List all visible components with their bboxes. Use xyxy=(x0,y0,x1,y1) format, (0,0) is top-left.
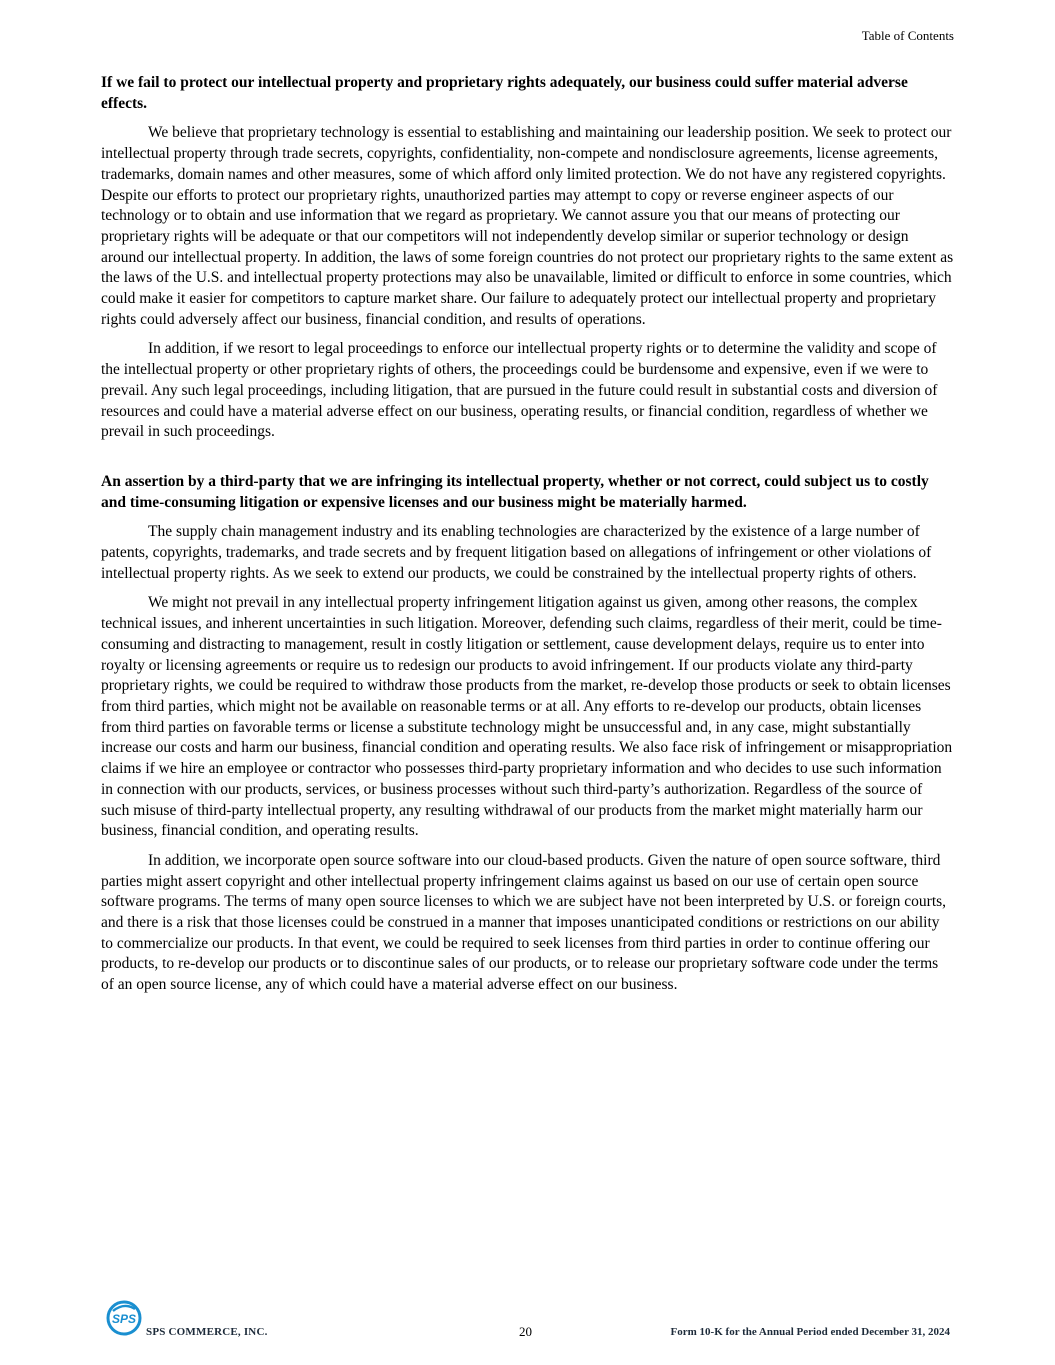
risk-section-ip-protection xyxy=(101,73,954,443)
form-title: Form 10-K for the Annual Period ended December 31, 2024 xyxy=(670,1326,950,1338)
paragraph: We believe that proprietary technology is essential to establishing and maintaining our leadership position. We seek to protect our intellectual property through trade secrets, copyrights, confidentiality, non-compete and nondisclosure agreements, license agreements, trademarks, domain names and other measures, some of which afford only limited protection. We do not have any registered copyrights. Despite our efforts to protect our proprietary rights, unauthorized parties may attempt to copy or reverse engineer aspects of our technology or to obtain and use information that we regard as proprietary. We cannot assure you that our means of protecting our proprietary rights will be adequate or that our competitors will not independently develop similar or superior technology or design around our intellectual property. In addition, the laws of some foreign countries do not protect our proprietary rights to the same extent as the laws of the U.S. and intellectual property protections may also be unavailable, limited or difficult to enforce in some countries, which could make it easier for competitors to capture market share. Our failure to adequately protect our intellectual property and proprietary rights could adversely affect our business, financial condition, and results of operations. xyxy=(101,124,954,328)
section-heading: If we fail to protect our intellectual property and proprietary rights adequately, our business could suffer material adverse effects. xyxy=(101,74,908,112)
sps-commerce-logo-icon xyxy=(105,1299,143,1337)
page-footer xyxy=(0,1298,1055,1343)
document-body xyxy=(101,73,954,1005)
paragraph: The supply chain management industry and its enabling technologies are characterized by the existence of a large number of patents, copyrights, trademarks, and trade secrets and by frequent litigation based on allegations of infringement or other violations of intellectual property rights. As we seek to extend our products, we could be constrained by the intellectual property rights of others. xyxy=(101,523,932,582)
paragraph: In addition, if we resort to legal proceedings to enforce our intellectual property rights or to determine the validity and scope of the intellectual property or other proprietary rights of others, the proceedings could be burdensome and expensive, even if we were to prevail. Any such legal proceedings, including litigation, that are pursued in the future could result in substantial costs and diversion of resources and could have a material adverse effect on our business, operating results, or financial condition, regardless of whether we prevail in such proceedings. xyxy=(101,340,938,441)
page-number: 20 xyxy=(519,1324,532,1339)
section-spacer xyxy=(101,452,954,472)
table-of-contents-link[interactable]: Table of Contents xyxy=(861,28,954,43)
logo-wordmark: SPS xyxy=(111,1312,137,1326)
risk-section-ip-infringement xyxy=(101,472,954,996)
section-heading: An assertion by a third-party that we are infringing its intellectual property, whether or not correct, could subject us to costly and time-consuming litigation or expensive licenses and our business might be materially harmed. xyxy=(101,472,929,511)
company-name: SPS COMMERCE, INC. xyxy=(146,1326,268,1338)
paragraph: In addition, we incorporate open source software into our cloud-based products. Given the nature of open source software, third parties might assert copyright and other intellectual property infringement claims against us based on our use of certain open source software programs. The terms of many open source licenses to which we are subject have not been interpreted by U.S. or foreign courts, and there is a risk that those licenses could be construed in a manner that imposes unanticipated conditions or restrictions on our ability to commercialize our products. In that event, we could be required to seek licenses from third parties in order to continue offering our products, to re-develop our products or to discontinue sales of our products, or to release our proprietary software code under the terms of an open source license, any of which could have a material adverse effect on our business. xyxy=(101,851,947,994)
paragraph: We might not prevail in any intellectual property infringement litigation against us given, among other reasons, the complex technical issues, and inherent uncertainties in such litigation. Moreover, defending such claims, regardless of their merit, could be time-consuming and distracting to management, result in costly litigation or settlement, cause development delays, require us to enter into royalty or licensing agreements or require us to redesign our products to avoid infringement. If our products violate any third-party proprietary rights, we could be required to withdraw those products from the market, re-develop those products or seek to obtain licenses from third parties, which might not be available on reasonable terms or at all. Any efforts to re-develop our products, obtain licenses from third parties on favorable terms or license a substitute technology might be unsuccessful and, in any case, might substantially increase our costs and harm our business, financial condition and operating results. We also face risk of infringement or misappropriation claims if we hire an employee or contractor who possesses third-party proprietary information and who decides to use such information in connection with our products, services, or business processes without such third-party’s authorization. Regardless of the source of such misuse of third-party intellectual property, any resulting withdrawal of our products from the market might materially harm our business, financial condition, and operating results. xyxy=(101,594,953,840)
